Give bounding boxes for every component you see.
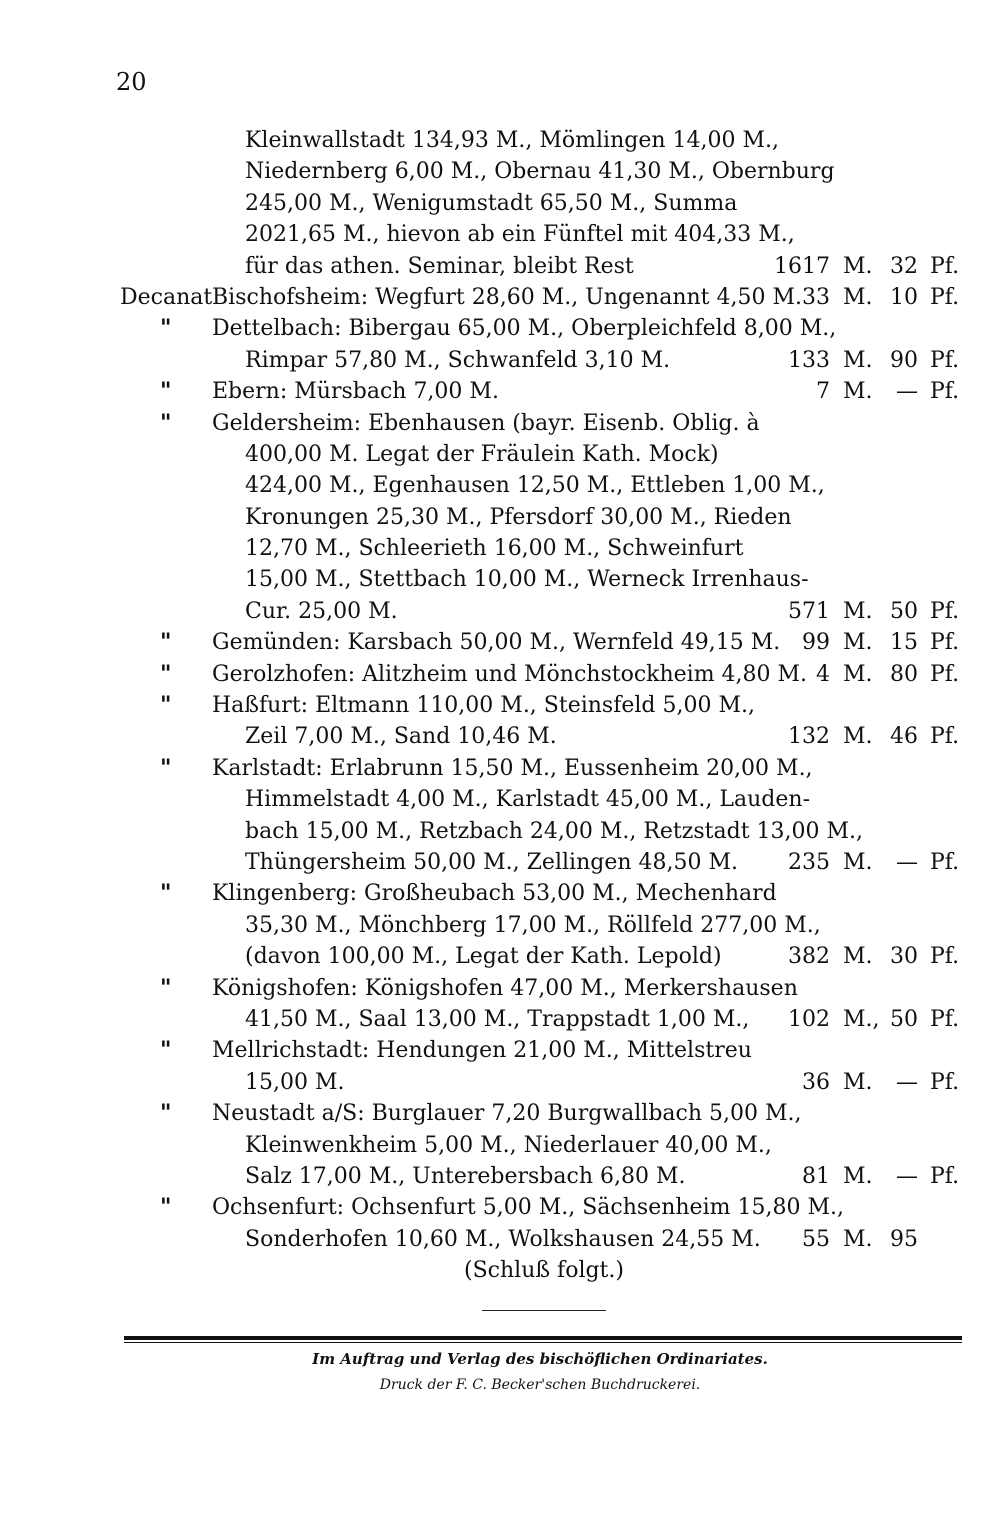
- amount-pfennig-unit: Pf.: [930, 1069, 960, 1095]
- entry-line: [0, 1035, 1000, 1066]
- amount-pfennig-unit: Pf.: [930, 630, 960, 656]
- entry-text: Neustadt a/S: Burglauer 7,20 Burgwallbach 5,00 M.,: [212, 1101, 802, 1127]
- entry-line: [0, 878, 1000, 909]
- amount-mark: 132: [788, 724, 830, 750]
- amount-pfennig: 15: [890, 630, 918, 656]
- entry-line: [0, 1067, 1000, 1098]
- entry-text: 35,30 M., Mönchberg 17,00 M., Röllfeld 277,00 M.,: [245, 912, 821, 938]
- entry-text: 400,00 M. Legat der Fräulein Kath. Mock): [245, 441, 719, 467]
- amount-pfennig: 90: [890, 347, 918, 373]
- entry-text: Ebern: Mürsbach 7,00 M.: [212, 379, 499, 405]
- entry-text: Königshofen: Königshofen 47,00 M., Merkershausen: [212, 975, 798, 1001]
- entry-line: [0, 627, 1000, 658]
- entry-text: bach 15,00 M., Retzbach 24,00 M., Retzstadt 13,00 M.,: [245, 818, 864, 844]
- ditto-mark: ": [160, 880, 172, 907]
- amount-pfennig-unit: Pf.: [930, 284, 960, 310]
- ditto-mark: ": [160, 974, 172, 1001]
- amount-mark: 81: [802, 1163, 830, 1189]
- amount-pfennig-unit: Pf.: [930, 347, 960, 373]
- entry-text: Dettelbach: Bibergau 65,00 M., Oberpleichfeld 8,00 M.,: [212, 316, 837, 342]
- entry-text: Haßfurt: Eltmann 110,00 M., Steinsfeld 5,00 M.,: [212, 693, 755, 719]
- amount-pfennig: 50: [890, 1006, 918, 1032]
- ditto-mark: ": [160, 754, 172, 781]
- entry-line: [0, 941, 1000, 972]
- footer-rule-thick: [124, 1336, 962, 1340]
- ditto-mark: ": [160, 660, 172, 687]
- entry-line: [0, 753, 1000, 784]
- imprint-printer: Druck der F. C. Becker'schen Buchdruckerei.: [379, 1377, 701, 1393]
- amount-mark: 382: [788, 944, 830, 970]
- entry-text: Rimpar 57,80 M., Schwanfeld 3,10 M.: [245, 347, 671, 373]
- amount-pfennig-unit: Pf.: [930, 849, 960, 875]
- entry-text: Salz 17,00 M., Unterebersbach 6,80 M.: [245, 1163, 686, 1189]
- page-number: 20: [116, 68, 147, 96]
- entry-text: Kronungen 25,30 M., Pfersdorf 30,00 M., Rieden: [245, 504, 792, 530]
- entry-line: [0, 816, 1000, 847]
- amount-mark-unit: M.: [843, 253, 873, 279]
- amount-mark-unit: M.: [843, 630, 873, 656]
- entry-line: [0, 659, 1000, 690]
- amount-pfennig: 95: [890, 1226, 918, 1252]
- entry-text: 2021,65 M., hievon ab ein Fünftel mit 404,33 M.,: [245, 222, 795, 248]
- entry-text: Mellrichstadt: Hendungen 21,00 M., Mittelstreu: [212, 1038, 752, 1064]
- ditto-mark: ": [160, 378, 172, 405]
- entry-text: Himmelstadt 4,00 M., Karlstadt 45,00 M., Lauden-: [245, 787, 810, 813]
- entry-text: für das athen. Seminar, bleibt Rest: [245, 253, 634, 279]
- amount-mark-unit: M.: [843, 598, 873, 624]
- footer-rule-thin: [124, 1342, 962, 1343]
- entry-line: [0, 1130, 1000, 1161]
- amount-pfennig: —: [896, 379, 918, 405]
- entry-line: [0, 345, 1000, 376]
- entry-line: [0, 1192, 1000, 1223]
- amount-pfennig-unit: Pf.: [930, 253, 960, 279]
- amount-pfennig: 46: [890, 724, 918, 750]
- amount-pfennig-unit: Pf.: [930, 598, 960, 624]
- amount-pfennig: 80: [890, 661, 918, 687]
- entry-line: [0, 1004, 1000, 1035]
- amount-mark-unit: M.: [843, 1163, 873, 1189]
- entry-text: 15,00 M.: [245, 1069, 345, 1095]
- amount-mark-unit: M.: [843, 849, 873, 875]
- amount-pfennig-unit: Pf.: [930, 379, 960, 405]
- entry-text: (davon 100,00 M., Legat der Kath. Lepold): [245, 944, 722, 970]
- entry-text: Zeil 7,00 M., Sand 10,46 M.: [245, 724, 557, 750]
- divider-short: [482, 1310, 606, 1311]
- entry-line: [0, 125, 1000, 156]
- amount-mark-unit: M.: [843, 379, 873, 405]
- entry-text: 41,50 M., Saal 13,00 M., Trappstadt 1,00 M.,: [245, 1006, 750, 1032]
- entry-line: [0, 784, 1000, 815]
- amount-pfennig-unit: Pf.: [930, 661, 960, 687]
- amount-pfennig-unit: Pf.: [930, 944, 960, 970]
- entry-text: 12,70 M., Schleerieth 16,00 M., Schweinfurt: [245, 536, 744, 562]
- entry-line: [0, 564, 1000, 595]
- amount-mark: 4: [816, 661, 830, 687]
- amount-mark-unit: M.: [843, 1226, 873, 1252]
- entry-line: [0, 251, 1000, 282]
- amount-pfennig: —: [896, 849, 918, 875]
- entry-line: [0, 847, 1000, 878]
- entry-line: [0, 973, 1000, 1004]
- amount-mark-unit: M.: [843, 944, 873, 970]
- entry-text: Karlstadt: Erlabrunn 15,50 M., Eussenheim 20,00 M.,: [212, 755, 813, 781]
- entry-line: [0, 439, 1000, 470]
- continuation-note: (Schluß folgt.): [464, 1258, 624, 1283]
- entry-text: Cur. 25,00 M.: [245, 598, 398, 624]
- ditto-mark: ": [160, 692, 172, 719]
- ditto-mark: ": [160, 1037, 172, 1064]
- entry-line: [0, 1224, 1000, 1255]
- amount-mark-unit: M.: [843, 661, 873, 687]
- entry-line: [0, 502, 1000, 533]
- amount-pfennig-unit: Pf.: [930, 724, 960, 750]
- entry-line: [0, 1161, 1000, 1192]
- ditto-mark: ": [160, 1194, 172, 1221]
- amount-mark-unit: M.: [843, 724, 873, 750]
- entry-line: [0, 156, 1000, 187]
- entry-text: Sonderhofen 10,60 M., Wolkshausen 24,55 M.: [245, 1226, 761, 1252]
- entry-line: [0, 910, 1000, 941]
- imprint-publisher: Im Auftrag und Verlag des bischöflichen Ordinariates.: [312, 1350, 768, 1368]
- amount-pfennig: 30: [890, 944, 918, 970]
- entry-text: Gerolzhofen: Alitzheim und Mönchstockheim 4,80 M.: [212, 661, 808, 687]
- entry-text: Gemünden: Karsbach 50,00 M., Wernfeld 49,15 M.: [212, 630, 781, 656]
- amount-mark-unit: M.: [843, 284, 873, 310]
- entry-text: Geldersheim: Ebenhausen (bayr. Eisenb. Oblig. à: [212, 410, 760, 436]
- ditto-mark: ": [160, 1100, 172, 1127]
- entry-text: Kleinwallstadt 134,93 M., Mömlingen 14,00 M.,: [245, 128, 779, 153]
- amount-mark: 99: [802, 630, 830, 656]
- entry-line: [0, 470, 1000, 501]
- entry-line: [0, 376, 1000, 407]
- entry-text: 424,00 M., Egenhausen 12,50 M., Ettleben 1,00 M.,: [245, 473, 825, 499]
- amount-mark: 102: [788, 1006, 830, 1032]
- amount-pfennig-unit: Pf.: [930, 1006, 960, 1032]
- amount-pfennig-unit: Pf.: [930, 1163, 960, 1189]
- entry-line: [0, 690, 1000, 721]
- amount-mark-unit: M.: [843, 347, 873, 373]
- entry-line: [0, 408, 1000, 439]
- entry-list: [0, 125, 1000, 1255]
- entry-text: Bischofsheim: Wegfurt 28,60 M., Ungenannt 4,50 M.: [212, 284, 802, 310]
- entry-text: 15,00 M., Stettbach 10,00 M., Werneck Irrenhaus-: [245, 567, 809, 593]
- ditto-mark: ": [160, 315, 172, 342]
- entry-line: [0, 1098, 1000, 1129]
- entry-line: [0, 596, 1000, 627]
- entry-text: Niedernberg 6,00 M., Obernau 41,30 M., Obernburg: [245, 159, 835, 185]
- ditto-mark: ": [160, 409, 172, 436]
- amount-mark: 571: [788, 598, 830, 624]
- amount-pfennig: 50: [890, 598, 918, 624]
- amount-mark: 33: [802, 284, 830, 310]
- entry-text: Ochsenfurt: Ochsenfurt 5,00 M., Sächsenheim 15,80 M.,: [212, 1195, 844, 1221]
- entry-line: [0, 188, 1000, 219]
- entry-line: [0, 721, 1000, 752]
- amount-mark: 7: [816, 379, 830, 405]
- entry-line: [0, 282, 1000, 313]
- ditto-mark: ": [160, 629, 172, 656]
- amount-mark: 133: [788, 347, 830, 373]
- amount-mark-unit: M.,: [843, 1006, 880, 1032]
- amount-pfennig: 10: [890, 284, 918, 310]
- amount-mark-unit: M.: [843, 1069, 873, 1095]
- entry-line: [0, 219, 1000, 250]
- amount-pfennig: —: [896, 1163, 918, 1189]
- entry-text: Klingenberg: Großheubach 53,00 M., Mechenhard: [212, 881, 777, 907]
- amount-mark: 55: [802, 1226, 830, 1252]
- entry-text: 245,00 M., Wenigumstadt 65,50 M., Summa: [245, 190, 738, 216]
- entry-text: Thüngersheim 50,00 M., Zellingen 48,50 M.: [245, 849, 738, 875]
- amount-pfennig: 32: [890, 253, 918, 279]
- entry-line: [0, 313, 1000, 344]
- amount-mark: 36: [802, 1069, 830, 1095]
- amount-mark: 235: [788, 849, 830, 875]
- amount-pfennig: —: [896, 1069, 918, 1095]
- deanery-label: Decanat: [120, 284, 213, 310]
- entry-text: Kleinwenkheim 5,00 M., Niederlauer 40,00 M.,: [245, 1132, 772, 1158]
- amount-mark: 1617: [774, 253, 830, 279]
- entry-line: [0, 533, 1000, 564]
